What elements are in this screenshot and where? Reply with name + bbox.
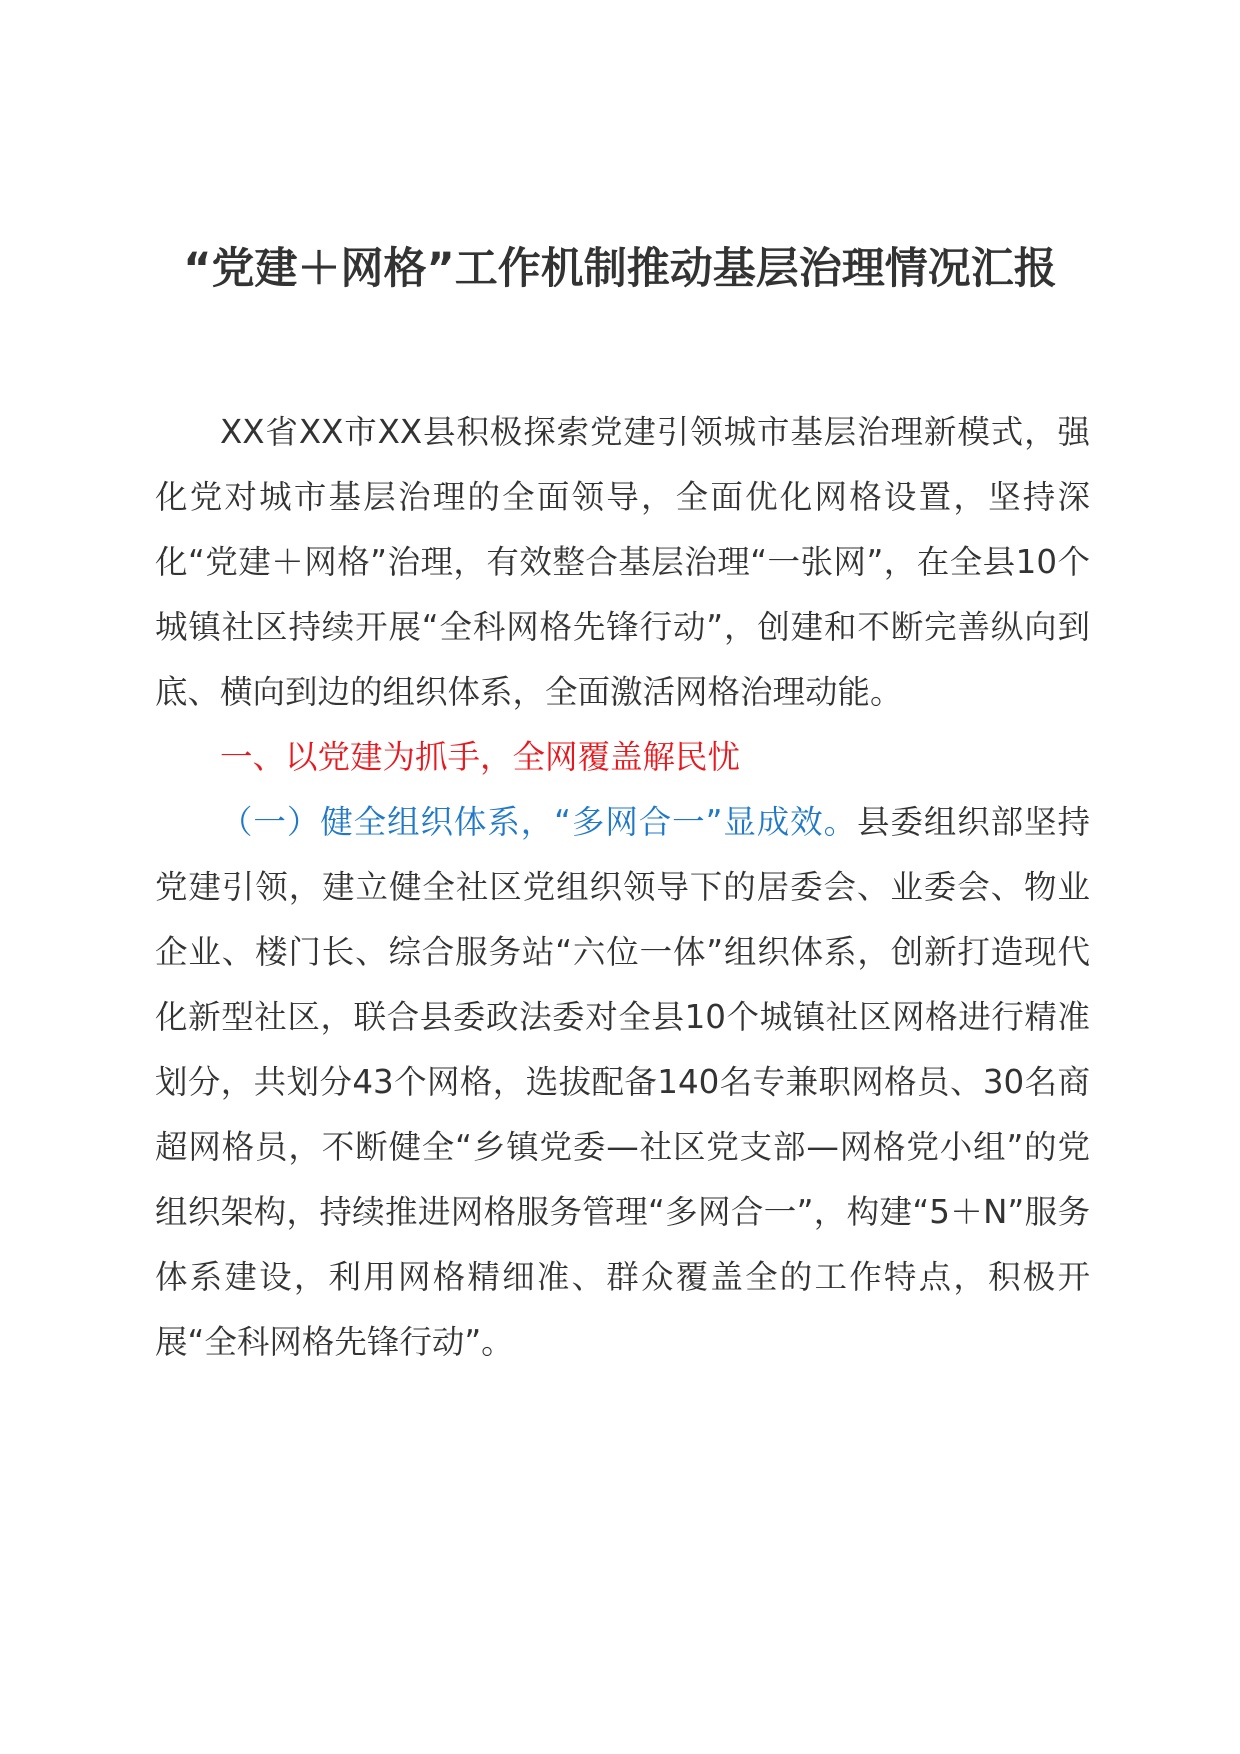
subsection-heading-1: （一）健全组织体系，“多网合一”显成效。 [220, 803, 857, 841]
document-body [155, 400, 1090, 1375]
document-title: “党建＋网格”工作机制推动基层治理情况汇报 [183, 244, 1057, 294]
intro-paragraph: XX省XX市XX县积极探索党建引领城市基层治理新模式，强化党对城市基层治理的全面领导，全面优化网格设置，坚持深化“党建＋网格”治理，有效整合基层治理“一张网”，在全县10个城镇社区持续开展“全科网格先锋行动”，创建和不断完善纵向到底、横向到边的组织体系，全面激活网格治理动能。 [155, 413, 1090, 711]
section-heading-1: 一、以党建为抓手，全网覆盖解民忧 [220, 738, 741, 776]
subsection-text-1: 县委组织部坚持党建引领，建立健全社区党组织领导下的居委会、业委会、物业企业、楼门长、综合服务站“六位一体”组织体系，创新打造现代化新型社区，联合县委政法委对全县10个城镇社区网格进行精准划分，共划分43个网格，选拔配备140名专兼职网格员、30名商超网格员，不断健全“乡镇党委—社区党支部—网格党小组”的党组织架构，持续推进网格服务管理“多网合一”，构建“5＋N”服务体系建设，利用网格精细准、群众覆盖全的工作特点，积极开展“全科网格先锋行动”。 [155, 803, 1090, 1361]
subsection-paragraph-1 [155, 790, 1090, 1375]
